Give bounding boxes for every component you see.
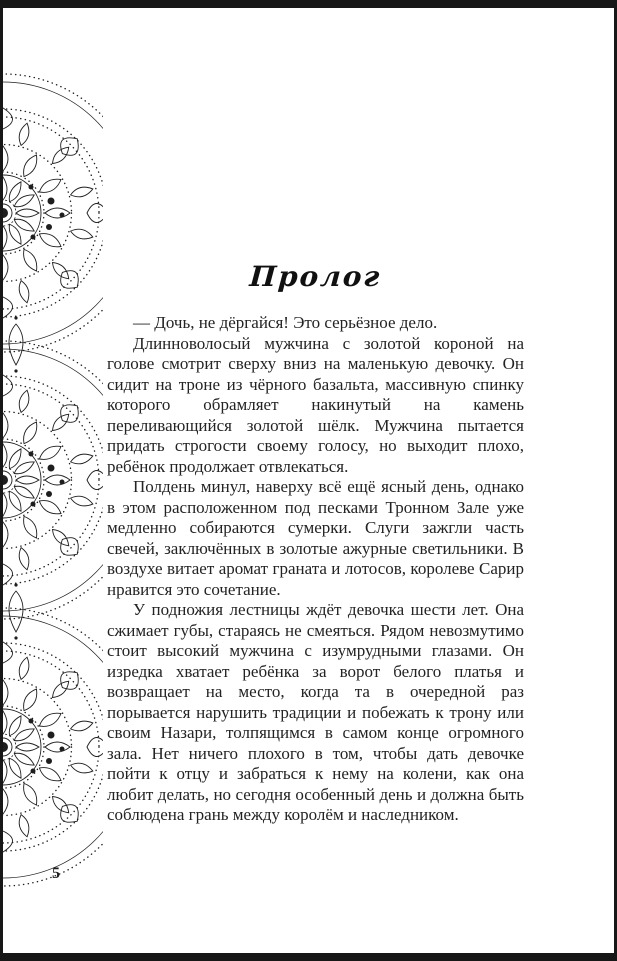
chapter-heading: Пролог xyxy=(248,260,383,293)
paragraph-dialogue: — Дочь, не дёргайся! Это серьёзное дело. xyxy=(133,313,438,332)
paragraph: У подножия лестницы ждёт девочка шести лет. Она сжимает губы, стараясь не смеяться. Рядом невозмутимо стоит высокий мужчина с изумрудными глазами. Он изредка хватает ребёнка за ворот белого платья и возвращает на место, когда та в очередной раз порывается нарушить традиции и побежать к трону или своим Назари, толпящимся в самом конце огромного зала. Нет ничего плохого в том, чтобы дать девочке пойти к отцу и забраться к нему на колени, как она любит делать, но сегодня особенный день и должна быть соблюдена грань между королём и наследником. xyxy=(107,600,524,824)
paragraph: Полдень минул, наверху всё ещё ясный день, однако в этом расположенном под песками Тронном Зале уже медленно собираются сумерки. Слуги зажгли часть свечей, заключённых в золотые ажурные светильники. В воздухе витает аромат граната и лотосов, королеве Сарир нравится это сочетание. xyxy=(107,477,524,599)
paragraph: Длинноволосый мужчина с золотой короной на голове смотрит сверху вниз на маленькую девочку. Он сидит на троне из чёрного базальта, массивную спинку которого обрамляет накинутый на камень переливающийся золотой шёлк. Мужчина пытается придать строгости своему голосу, но выходит плохо, ребёнок продолжает отвлекаться. xyxy=(107,333,524,476)
body-text xyxy=(107,313,524,826)
page-number: 5 xyxy=(52,865,60,882)
mandala-ornament xyxy=(3,8,103,953)
